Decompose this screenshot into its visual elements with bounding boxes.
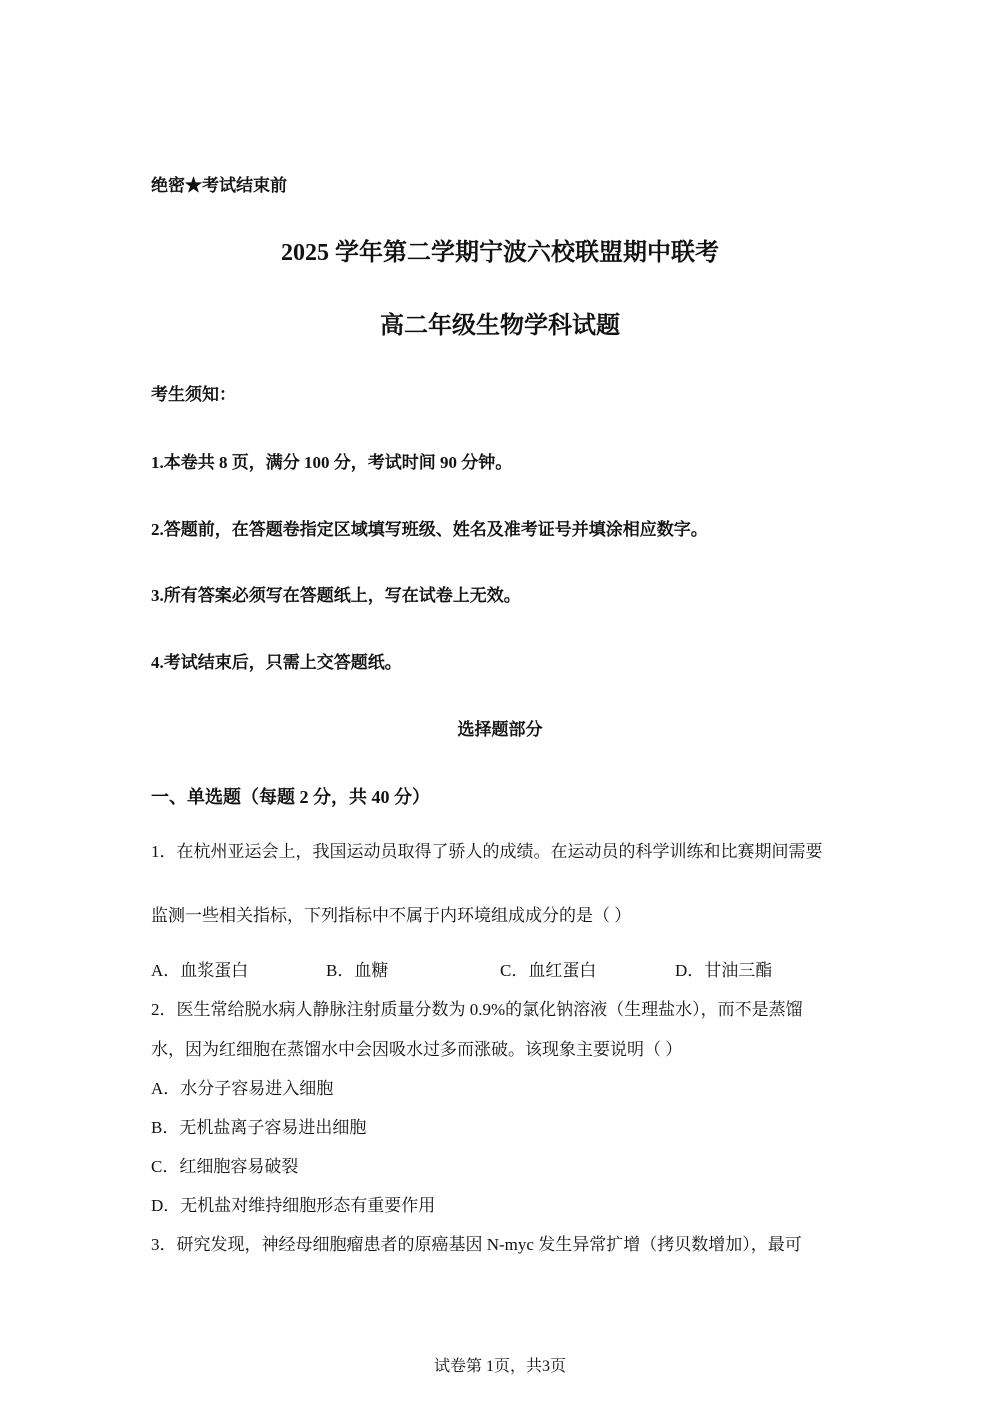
notice-item: 1.本卷共 8 页，满分 100 分，考试时间 90 分钟。 [151,453,513,472]
confidential-label: 绝密★考试结束前 [151,176,287,195]
question-1-option-c: C．血红蛋白 [500,961,597,980]
question-1-option-a: A．血浆蛋白 [151,961,249,980]
exam-title: 2025 学年第二学期宁波六校联盟期中联考 [281,240,719,266]
question-2-option-a: A．水分子容易进入细胞 [151,1079,334,1098]
notice-item: 3.所有答案必须写在答题纸上，写在试卷上无效。 [151,586,521,605]
question-2-line-1: 2．医生常给脱水病人静脉注射质量分数为 0.9%的氯化钠溶液（生理盐水），而不是蒸馏 [151,1000,803,1019]
question-1-option-d: D．甘油三酯 [675,961,773,980]
question-3-line-1: 3．研究发现，神经母细胞瘤患者的原癌基因 N-myc 发生异常扩增（拷贝数增加），最可 [151,1235,802,1254]
question-2-option-c: C．红细胞容易破裂 [151,1157,299,1176]
question-1-option-b: B．血糖 [326,961,389,980]
question-1-line-1: 1．在杭州亚运会上，我国运动员取得了骄人的成绩。在运动员的科学训练和比赛期间需要 [151,842,823,861]
notice-item: 4.考试结束后，只需上交答题纸。 [151,653,402,672]
exam-subtitle: 高二年级生物学科试题 [380,313,620,339]
page-footer: 试卷第 1页，共3页 [433,1358,566,1375]
question-1-line-2: 监测一些相关指标，下列指标中不属于内环境组成成分的是（ ） [151,906,632,925]
section-title: 一、单选题（每题 2 分，共 40 分） [151,787,430,807]
question-2-option-d: D．无机盐对维持细胞形态有重要作用 [151,1196,436,1215]
part-title: 选择题部分 [457,720,543,739]
question-2-option-b: B．无机盐离子容易进出细胞 [151,1118,367,1137]
notice-item: 2.答题前，在答题卷指定区域填写班级、姓名及准考证号并填涂相应数字。 [151,520,708,539]
notice-heading: 考生须知： [151,385,236,404]
question-2-line-2: 水，因为红细胞在蒸馏水中会因吸水过多而涨破。该现象主要说明（ ） [151,1040,683,1059]
